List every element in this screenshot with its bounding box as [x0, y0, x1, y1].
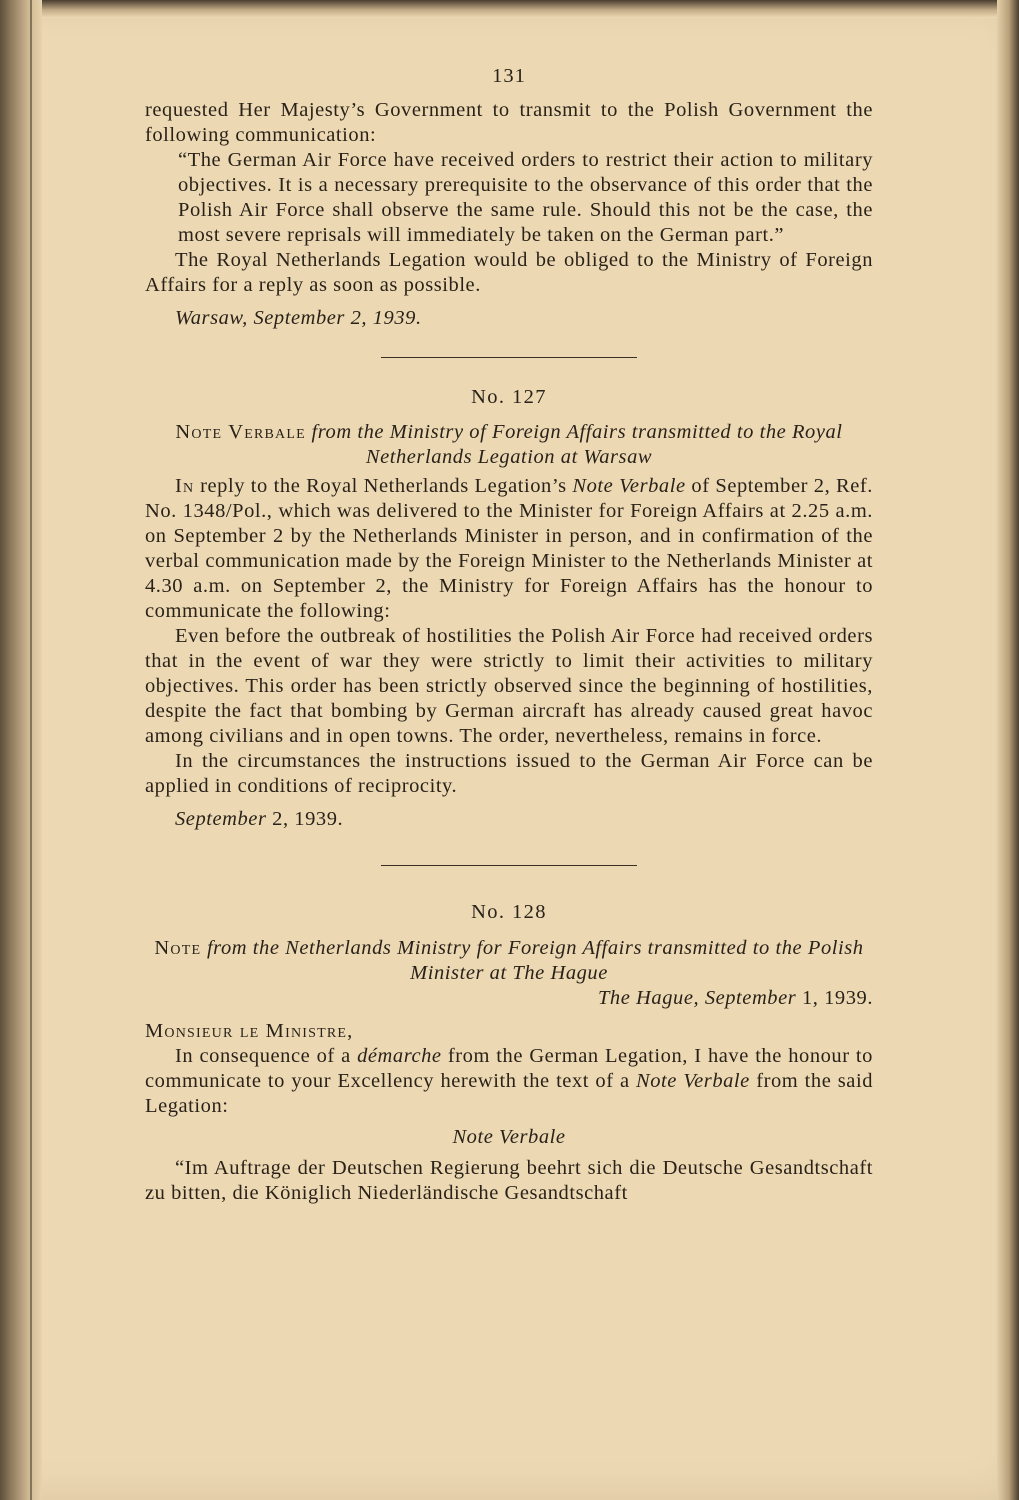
binding-line: [30, 0, 32, 1500]
doc-127-heading: [145, 420, 873, 470]
doc-128-place-date: The Hague, September 1, 1939.: [597, 987, 873, 1009]
doc-128-heading-type: Note: [154, 937, 202, 959]
continuation-date: Warsaw, September 2, 1939.: [175, 307, 422, 329]
doc-127-paragraph-1: In reply to the Royal Netherlands Legation’s Note Verbale of September 2, Ref. No. 1348/Pol., which was delivered to the Minister for Foreign Affairs at 2.25 a.m. on September 2 by the Netherlands Minister in person, and in confirmation of the verbal communication made by the Foreign Minister to the Netherlands Minister at 4.30 a.m. on September 2, the Ministry for Foreign Affairs has the honour to communicate the following:: [145, 475, 873, 622]
continuation-quote: “The German Air Force have received orders to restrict their action to military objectives. It is a necessary prerequisite to the observance of this order that the Polish Air Force shall observe the same rule. Should this not be the case, the most severe reprisals will immediately be taken on the German part.”: [178, 149, 873, 246]
section-divider: [381, 865, 637, 866]
section-divider: [381, 357, 637, 358]
continuation-closing: The Royal Netherlands Legation would be obliged to the Ministry of Foreign Affairs for a reply as soon as possible.: [145, 249, 873, 296]
doc-127-heading-type: Note Verbale: [175, 421, 306, 443]
doc-128-heading-text: from the Netherlands Ministry for Foreign Affairs transmitted to the Polish Minister at The Hague: [206, 937, 864, 984]
page-text: [145, 64, 873, 1206]
page-top-edge: [0, 0, 1019, 18]
doc-128-heading: [145, 936, 873, 986]
doc-127-paragraph-2: Even before the outbreak of hostilities the Polish Air Force had received orders that in the event of war they were strictly to limit their activities to military objectives. This order has been strictly observed since the beginning of hostilities, despite the fact that bombing by German aircraft has already caused great havoc among civilians and in open towns. The order, nevertheless, remains in force.: [145, 625, 873, 747]
doc-127-paragraph-3: In the circumstances the instructions issued to the German Air Force can be applied in conditions of reciprocity.: [145, 750, 873, 797]
book-binding: [0, 0, 42, 1500]
doc-128-subheading: Note Verbale: [452, 1126, 566, 1148]
page-right-edge: [997, 0, 1019, 1500]
continuation-intro: requested Her Majesty’s Government to transmit to the Polish Government the following communication:: [145, 99, 873, 146]
page-number: 131: [492, 65, 526, 87]
doc-128-german-text: “Im Auftrage der Deutschen Regierung beehrt sich die Deutsche Gesandtschaft zu bitten, die Königlich Niederländische Gesandtschaft: [145, 1157, 873, 1204]
doc-127-date: September 2, 1939.: [175, 808, 344, 830]
doc-128-salutation: Monsieur le Ministre,: [145, 1020, 354, 1042]
doc-128-number: No. 128: [471, 901, 547, 923]
doc-127-number: No. 127: [471, 386, 547, 408]
doc-127-heading-text: from the Ministry of Foreign Affairs transmitted to the Royal Netherlands Legation at Warsaw: [311, 421, 843, 468]
doc-128-paragraph-1: In consequence of a démarche from the German Legation, I have the honour to communicate to your Excellency herewith the text of a Note Verbale from the said Legation:: [145, 1045, 873, 1117]
